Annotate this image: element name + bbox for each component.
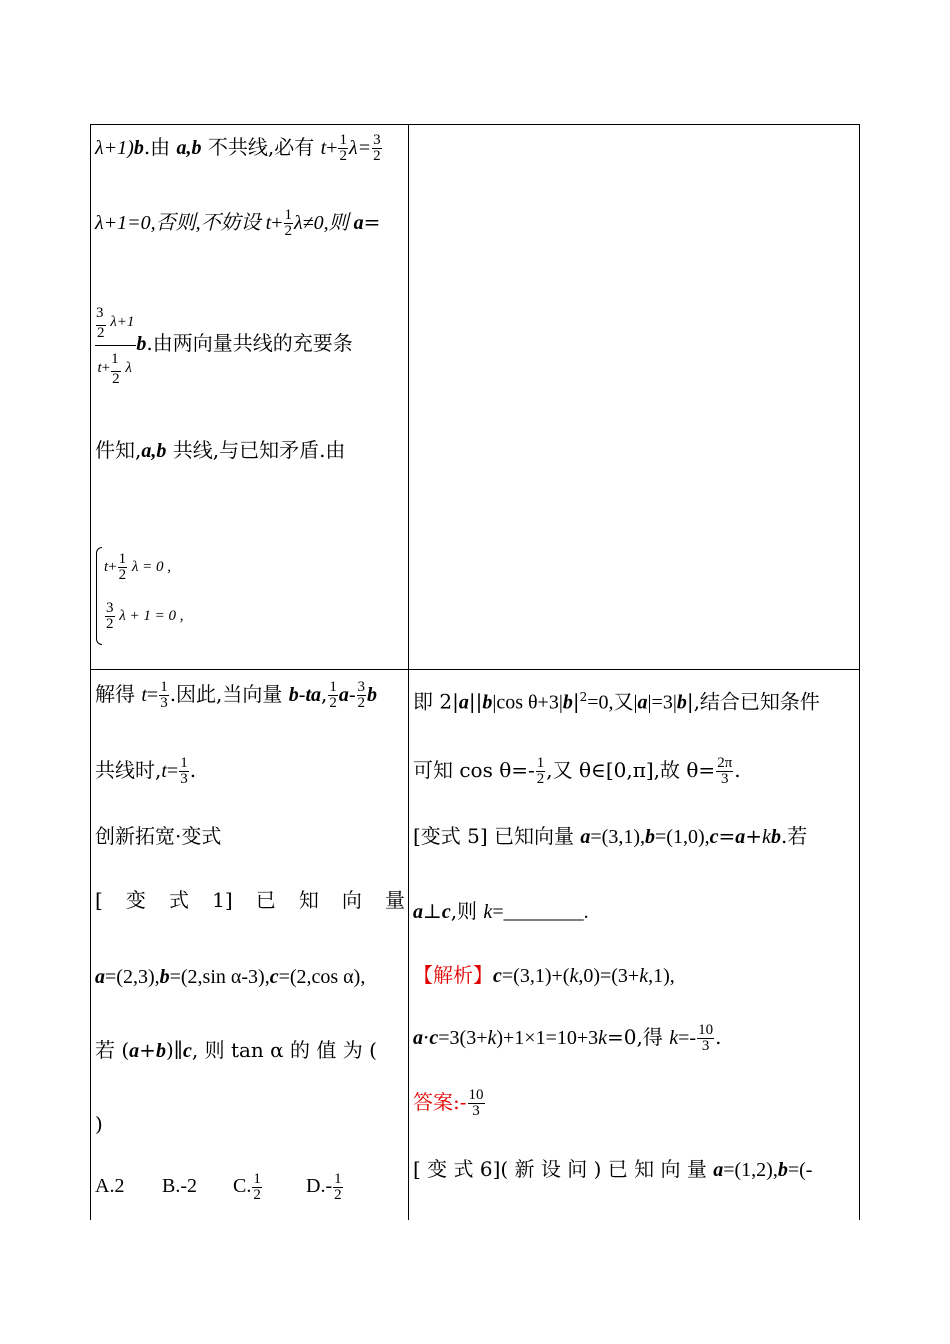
lt-line-3: $\frac{3}{2}$ λ+1 t+ $\frac{1}{2}$ λ b.由两向量共线的充要条 (95, 302, 353, 387)
answer-tag: 答案 (413, 1090, 453, 1114)
fraction-3-2: $\frac{3}{2}$ (373, 132, 381, 164)
fraction-1-2: $\frac{1}{2}$ (339, 132, 347, 164)
variant-6-title: [ 变 式 6]( 新 设 问 ) 已 知 向 量 a=(1,2),b=(- (413, 1157, 813, 1181)
rb-line-5: 【解析】c=(3,1)+(k,0)=(3+k,1), (413, 963, 675, 987)
table-border-right (859, 124, 860, 1220)
option-a: A.2 (95, 1175, 125, 1197)
option-c: C. $\frac{1}{2}$ (233, 1171, 261, 1203)
system-eq-2: $\frac{3}{2}$ λ + 1 = 0 , (106, 600, 184, 632)
table-row-divider (90, 669, 860, 670)
rb-line-4: a⊥c,则 k=________. (413, 899, 589, 923)
option-d: D.- $\frac{1}{2}$ (306, 1171, 342, 1203)
fraction-1-2: $\frac{1}{2}$ (284, 207, 292, 239)
table-border-middle (408, 124, 409, 1220)
lt-line-4: 件知,a,b 共线,与已知矛盾.由 (95, 438, 346, 462)
lb-line-1: 解得 t= $\frac{1}{3}$ .因此,当向量 b-ta, $\frac{1}{2}$ a- $\frac{3}{2}$ b (95, 679, 378, 711)
option-b: B.-2 (162, 1175, 197, 1197)
table-border-left (90, 124, 91, 1220)
lt-line-2: λ+1=0,否则,不妨设 t+ $\frac{1}{2}$ λ≠0,则 a= (95, 207, 381, 239)
variant-1-title: [ 变 式 1] 已 知 向 量 (95, 888, 405, 912)
lb-line-2: 共线时,t= $\frac{1}{3}$ . (95, 755, 197, 787)
system-brace (96, 547, 102, 645)
lb-line-5: a=(2,3),b=(2,sin α-3),c=(2,cos α), (95, 966, 366, 988)
lb-line-7: ) (95, 1112, 103, 1136)
section-heading: 创新拓宽·变式 (95, 824, 222, 848)
rb-line-2: 可知 cos θ=- $\frac{1}{2}$ ,又 θ∈[0,π],故 θ= $\frac{2\pi}{3}$ . (413, 755, 741, 787)
rb-line-6: a·c=3(3+k)+1×1=10+3k=0,得 k=- $\frac{10}{3}$ . (413, 1022, 722, 1054)
rb-line-1: 即 2|a||b|cos $\theta+3|b|^2=0$,又|a|=3|b|,结合已知条件 (413, 689, 820, 714)
system-eq-1: t+ $\frac{1}{2}$ λ = 0 , (104, 551, 172, 583)
rb-answer: 答案:- $\frac{10}{3}$ (413, 1087, 484, 1119)
compound-fraction: $\frac{3}{2}$ λ+1 t+ $\frac{1}{2}$ λ (95, 302, 136, 387)
lb-line-6: 若 (a+b)∥c, 则 tan α 的 值 为 ( (95, 1038, 377, 1062)
table-border-top (90, 124, 860, 125)
variant-5-title: [变式 5] 已知向量 a=(3,1),b=(1,0),c=a+kb.若 (413, 824, 808, 848)
analysis-tag: 【解析】 (413, 963, 493, 987)
lt-line-1: λ+1)b.由 a,b 不共线,必有 t+ $\frac{1}{2}$ λ= $\frac{3}{2}$ (95, 132, 381, 164)
